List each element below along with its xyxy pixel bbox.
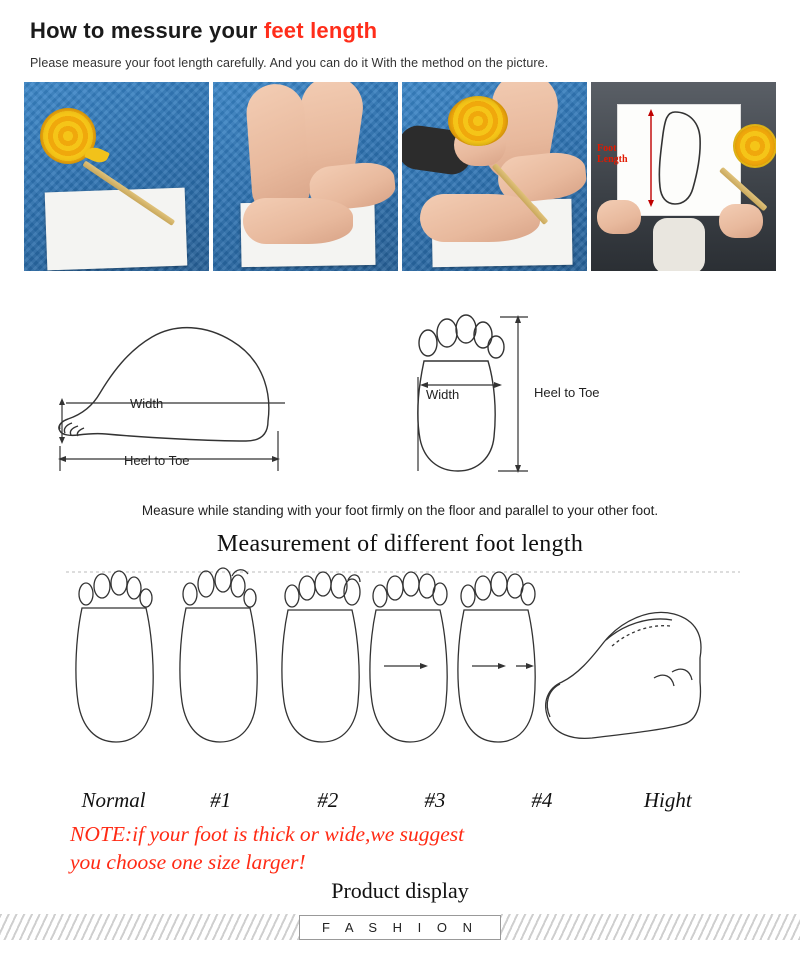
page-title	[30, 18, 800, 44]
page-title-accent: feet length	[263, 18, 378, 43]
foot-type-4	[458, 572, 535, 742]
side-width-arrow	[59, 398, 285, 444]
lollipop-icon	[733, 124, 776, 168]
foot-label-hight: Hight	[643, 788, 692, 812]
foot-label-1: #1	[210, 788, 232, 812]
foot-label-2: #2	[317, 788, 339, 812]
photo-lollipop-pencil-paper	[24, 82, 209, 271]
white-paper	[45, 188, 188, 271]
foot-label-normal: Normal	[81, 788, 146, 812]
hand-shape	[597, 200, 641, 234]
measure-caption: Measure while standing with your foot firmly on the floor and parallel to your other foot.	[141, 503, 659, 518]
page-subtitle: Please measure your foot length carefully. And you can do it With the method on the picture.	[30, 56, 549, 70]
photo-tracing-foot	[402, 82, 587, 271]
foot-type-1	[180, 568, 257, 742]
hand-shape	[719, 204, 763, 238]
side-width-label: Width	[130, 396, 164, 411]
size-note-line-1: NOTE:if your foot is thick or wide,we suggest	[70, 822, 465, 846]
foot-label-3: #3	[424, 788, 446, 812]
fashion-label: F A S H I O N	[299, 915, 501, 940]
foot-measure-diagrams	[0, 281, 800, 518]
hatch-right	[501, 914, 800, 940]
foot-height-side	[546, 612, 701, 738]
size-note-line-2: you choose one size larger!	[70, 849, 306, 874]
size-note	[0, 813, 800, 876]
top-heel-to-toe-label: Heel to Toe	[534, 385, 600, 400]
photo-strip	[0, 70, 800, 271]
page-header	[0, 0, 800, 70]
side-heel-to-toe-label: Heel to Toe	[124, 453, 190, 468]
foot-shape	[243, 198, 353, 244]
top-heel-to-toe-arrow	[498, 315, 528, 473]
photo-measured-paper	[591, 82, 776, 271]
top-width-label: Width	[426, 387, 460, 402]
product-display-heading: Product display	[331, 878, 469, 904]
leg-shape	[245, 82, 312, 214]
page-title-main: How to messure your	[30, 18, 264, 43]
side-view-foot	[59, 328, 269, 441]
foot-type-3	[370, 572, 447, 742]
diagram-svg	[0, 281, 800, 501]
foot-normal	[76, 571, 153, 742]
paper-roll-shape	[653, 218, 705, 271]
section-heading: Measurement of different foot length	[216, 531, 584, 557]
foot-length-types	[0, 562, 800, 792]
feet-row-svg	[0, 562, 800, 772]
foot-length-label: Foot Length	[597, 143, 628, 165]
foot-type-2	[282, 572, 360, 742]
hatch-left	[0, 914, 299, 940]
foot-outline-drawing	[617, 104, 739, 214]
foot-label-4: #4	[531, 788, 553, 812]
lollipop-icon	[448, 96, 508, 146]
photo-foot-on-paper	[213, 82, 398, 271]
fashion-divider	[0, 910, 800, 944]
